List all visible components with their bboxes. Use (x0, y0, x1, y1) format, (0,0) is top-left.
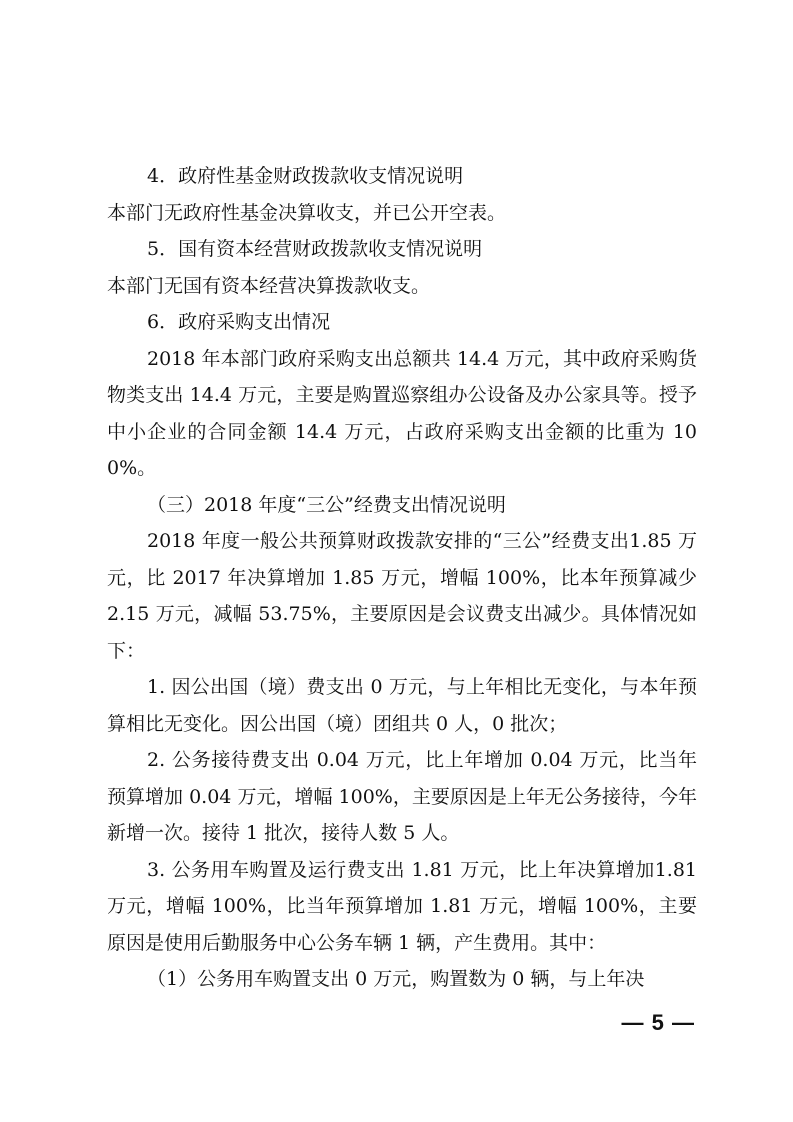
paragraph-official-vehicles: 3. 公务用车购置及运行费支出 1.81 万元，比上年决算增加1.81 万元，增幅 100%，比当年预算增加 1.81 万元，增幅 100%，主要原因是使用后勤服务中心公务车辆 1 辆，产生费用。其中： (107, 858, 697, 954)
section-heading-government-fund: 4．政府性基金财政拨款收支情况说明 (147, 165, 464, 187)
section-heading-procurement: 6．政府采购支出情况 (147, 311, 331, 333)
document-body (107, 158, 697, 998)
paragraph-state-capital: 本部门无国有资本经营决算拨款收支。 (107, 274, 431, 297)
section-heading-state-capital: 5．国有资本经营财政拨款收支情况说明 (147, 238, 483, 260)
paragraph-government-fund: 本部门无政府性基金决算收支，并已公开空表。 (107, 201, 507, 224)
page-number: — 5 — (621, 1010, 695, 1035)
paragraph-official-reception: 2. 公务接待费支出 0.04 万元，比上年增加 0.04 万元，比当年预算增加 0.04 万元，增幅 100%，主要原因是上年无公务接待，今年新增一次。接待 1 批次，接待人数 5 人。 (107, 749, 697, 844)
paragraph-procurement: 2018 年本部门政府采购支出总额共 14.4 万元，其中政府采购货物类支出 14.4 万元，主要是购置巡察组办公设备及办公家具等。授予中小企业的合同金额 14.4 万元，占政府采购支出金额的比重为 100%。 (107, 347, 697, 479)
section-heading-three-public: （三）2018 年度“三公”经费支出情况说明 (147, 493, 506, 516)
paragraph-vehicle-purchase: （1）公务用车购置支出 0 万元，购置数为 0 辆，与上年决 (147, 968, 645, 990)
paragraph-three-public-summary: 2018 年度一般公共预算财政拨款安排的“三公”经费支出1.85 万元，比 2017 年决算增加 1.85 万元，增幅 100%，比本年预算减少 2.15 万元，减幅 53.75%，主要原因是会议费支出减少。具体情况如下： (107, 530, 697, 662)
paragraph-overseas-travel: 1. 因公出国（境）费支出 0 万元，与上年相比无变化，与本年预算相比无变化。因公出国（境）团组共 0 人，0 批次； (107, 676, 697, 735)
